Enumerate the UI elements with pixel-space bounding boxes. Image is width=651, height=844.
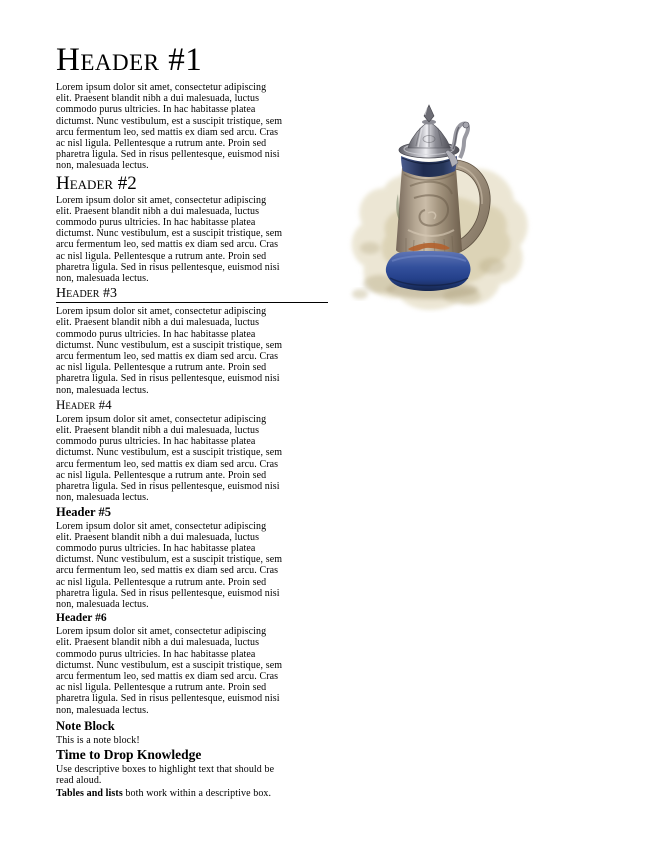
text-line: arcu fermentum leo, sed mattis ex diam sed arcu. Cras <box>56 670 279 682</box>
text-line: non, malesuada lectus. <box>56 273 149 285</box>
text-line: commodo purus ultricies. In hac habitasse platea <box>56 328 256 340</box>
stein-base <box>386 251 471 291</box>
text-line: commodo purus ultricies. In hac habitasse platea <box>56 104 256 116</box>
text-line: non, malesuada lectus. <box>56 160 149 172</box>
text-line: non, malesuada lectus. <box>56 598 149 610</box>
text-line: commodo purus ultricies. In hac habitasse platea <box>56 217 256 229</box>
text-line: dictumst. Nunc vestibulum, est a suscipit tristique, sem <box>56 554 283 566</box>
note-block-title: Note Block <box>56 718 115 733</box>
knowledge-tables-rest: both work within a descriptive box. <box>122 788 272 800</box>
text-line: Lorem ipsum dolor sit amet, consectetur adipiscing <box>56 626 267 638</box>
header-3: Header #3 <box>56 286 328 303</box>
text-line: Lorem ipsum dolor sit amet, consectetur adipiscing <box>56 520 267 532</box>
text-line: non, malesuada lectus. <box>56 704 149 716</box>
text-line: elit. Praesent blandit nibh a dui malesuada, luctus <box>56 317 260 329</box>
text-line: pharetra ligula. Sed in risus pellentesque, euismod nisi <box>56 373 280 385</box>
header-1: Header #1 <box>56 42 203 78</box>
text-line: arcu fermentum leo, sed mattis ex diam sed arcu. Cras <box>56 458 279 470</box>
note-block-body: This is a note block! <box>56 734 140 746</box>
text-line: commodo purus ultricies. In hac habitasse platea <box>56 542 256 554</box>
text-line: Lorem ipsum dolor sit amet, consectetur adipiscing <box>56 413 267 425</box>
paragraph-2 <box>56 195 328 285</box>
text-line: arcu fermentum leo, sed mattis ex diam sed arcu. Cras <box>56 239 279 251</box>
text-line: Lorem ipsum dolor sit amet, consectetur adipiscing <box>56 194 267 206</box>
text-line: dictumst. Nunc vestibulum, est a suscipit tristique, sem <box>56 447 283 459</box>
text-line: dictumst. Nunc vestibulum, est a suscipit tristique, sem <box>56 115 283 127</box>
text-line: arcu fermentum leo, sed mattis ex diam sed arcu. Cras <box>56 565 279 577</box>
text-column <box>56 0 328 800</box>
header-6: Header #6 <box>56 612 107 625</box>
text-line: arcu fermentum leo, sed mattis ex diam sed arcu. Cras <box>56 126 279 138</box>
paragraph-6 <box>56 626 328 716</box>
paragraph-5 <box>56 521 328 611</box>
text-line: ac nisl ligula. Pellentesque a rutrum ante. Proin sed <box>56 138 267 150</box>
stein-lid <box>399 105 459 158</box>
text-line: ac nisl ligula. Pellentesque a rutrum ante. Proin sed <box>56 362 267 374</box>
text-line: commodo purus ultricies. In hac habitasse platea <box>56 648 256 660</box>
header-5: Header #5 <box>56 504 111 519</box>
text-line: pharetra ligula. Sed in risus pellentesque, euismod nisi <box>56 261 280 273</box>
paragraph-4 <box>56 414 328 504</box>
text-line: pharetra ligula. Sed in risus pellentesque, euismod nisi <box>56 481 280 493</box>
stein-body <box>396 168 462 256</box>
text-line: pharetra ligula. Sed in risus pellentesque, euismod nisi <box>56 587 280 599</box>
stein-image <box>340 98 540 313</box>
paragraph-1 <box>56 82 328 172</box>
paragraph-3 <box>56 306 328 396</box>
text-line: ac nisl ligula. Pellentesque a rutrum ante. Proin sed <box>56 250 267 262</box>
knowledge-tables-bold: Tables and lists <box>56 788 123 800</box>
text-line: elit. Praesent blandit nibh a dui malesuada, luctus <box>56 425 260 437</box>
text-line: ac nisl ligula. Pellentesque a rutrum ante. Proin sed <box>56 469 267 481</box>
knowledge-body <box>56 764 328 786</box>
text-line: elit. Praesent blandit nibh a dui malesuada, luctus <box>56 205 260 217</box>
text-line: Lorem ipsum dolor sit amet, consectetur adipiscing <box>56 82 267 93</box>
text-line: non, malesuada lectus. <box>56 492 149 504</box>
text-line: pharetra ligula. Sed in risus pellentesque, euismod nisi <box>56 693 280 705</box>
text-line: arcu fermentum leo, sed mattis ex diam sed arcu. Cras <box>56 351 279 363</box>
text-line: Lorem ipsum dolor sit amet, consectetur adipiscing <box>56 306 267 318</box>
text-line: commodo purus ultricies. In hac habitasse platea <box>56 436 256 448</box>
knowledge-tables-line <box>56 788 328 799</box>
text-line: non, malesuada lectus. <box>56 384 149 396</box>
text-line: ac nisl ligula. Pellentesque a rutrum ante. Proin sed <box>56 682 267 694</box>
stein-illustration <box>340 98 540 313</box>
text-line: elit. Praesent blandit nibh a dui malesuada, luctus <box>56 93 260 105</box>
text-line: elit. Praesent blandit nibh a dui malesuada, luctus <box>56 531 260 543</box>
text-line: Use descriptive boxes to highlight text that should be <box>56 763 275 775</box>
header-4: Header #4 <box>56 396 112 412</box>
text-line: read aloud. <box>56 775 102 787</box>
text-line: dictumst. Nunc vestibulum, est a suscipit tristique, sem <box>56 659 283 671</box>
knowledge-title: Time to Drop Knowledge <box>56 746 202 762</box>
text-line: ac nisl ligula. Pellentesque a rutrum ante. Proin sed <box>56 576 267 588</box>
header-2: Header #2 <box>56 172 137 194</box>
text-line: elit. Praesent blandit nibh a dui malesuada, luctus <box>56 637 260 649</box>
text-line: pharetra ligula. Sed in risus pellentesque, euismod nisi <box>56 149 280 161</box>
text-line: dictumst. Nunc vestibulum, est a suscipit tristique, sem <box>56 339 283 351</box>
text-line: dictumst. Nunc vestibulum, est a suscipit tristique, sem <box>56 228 283 240</box>
